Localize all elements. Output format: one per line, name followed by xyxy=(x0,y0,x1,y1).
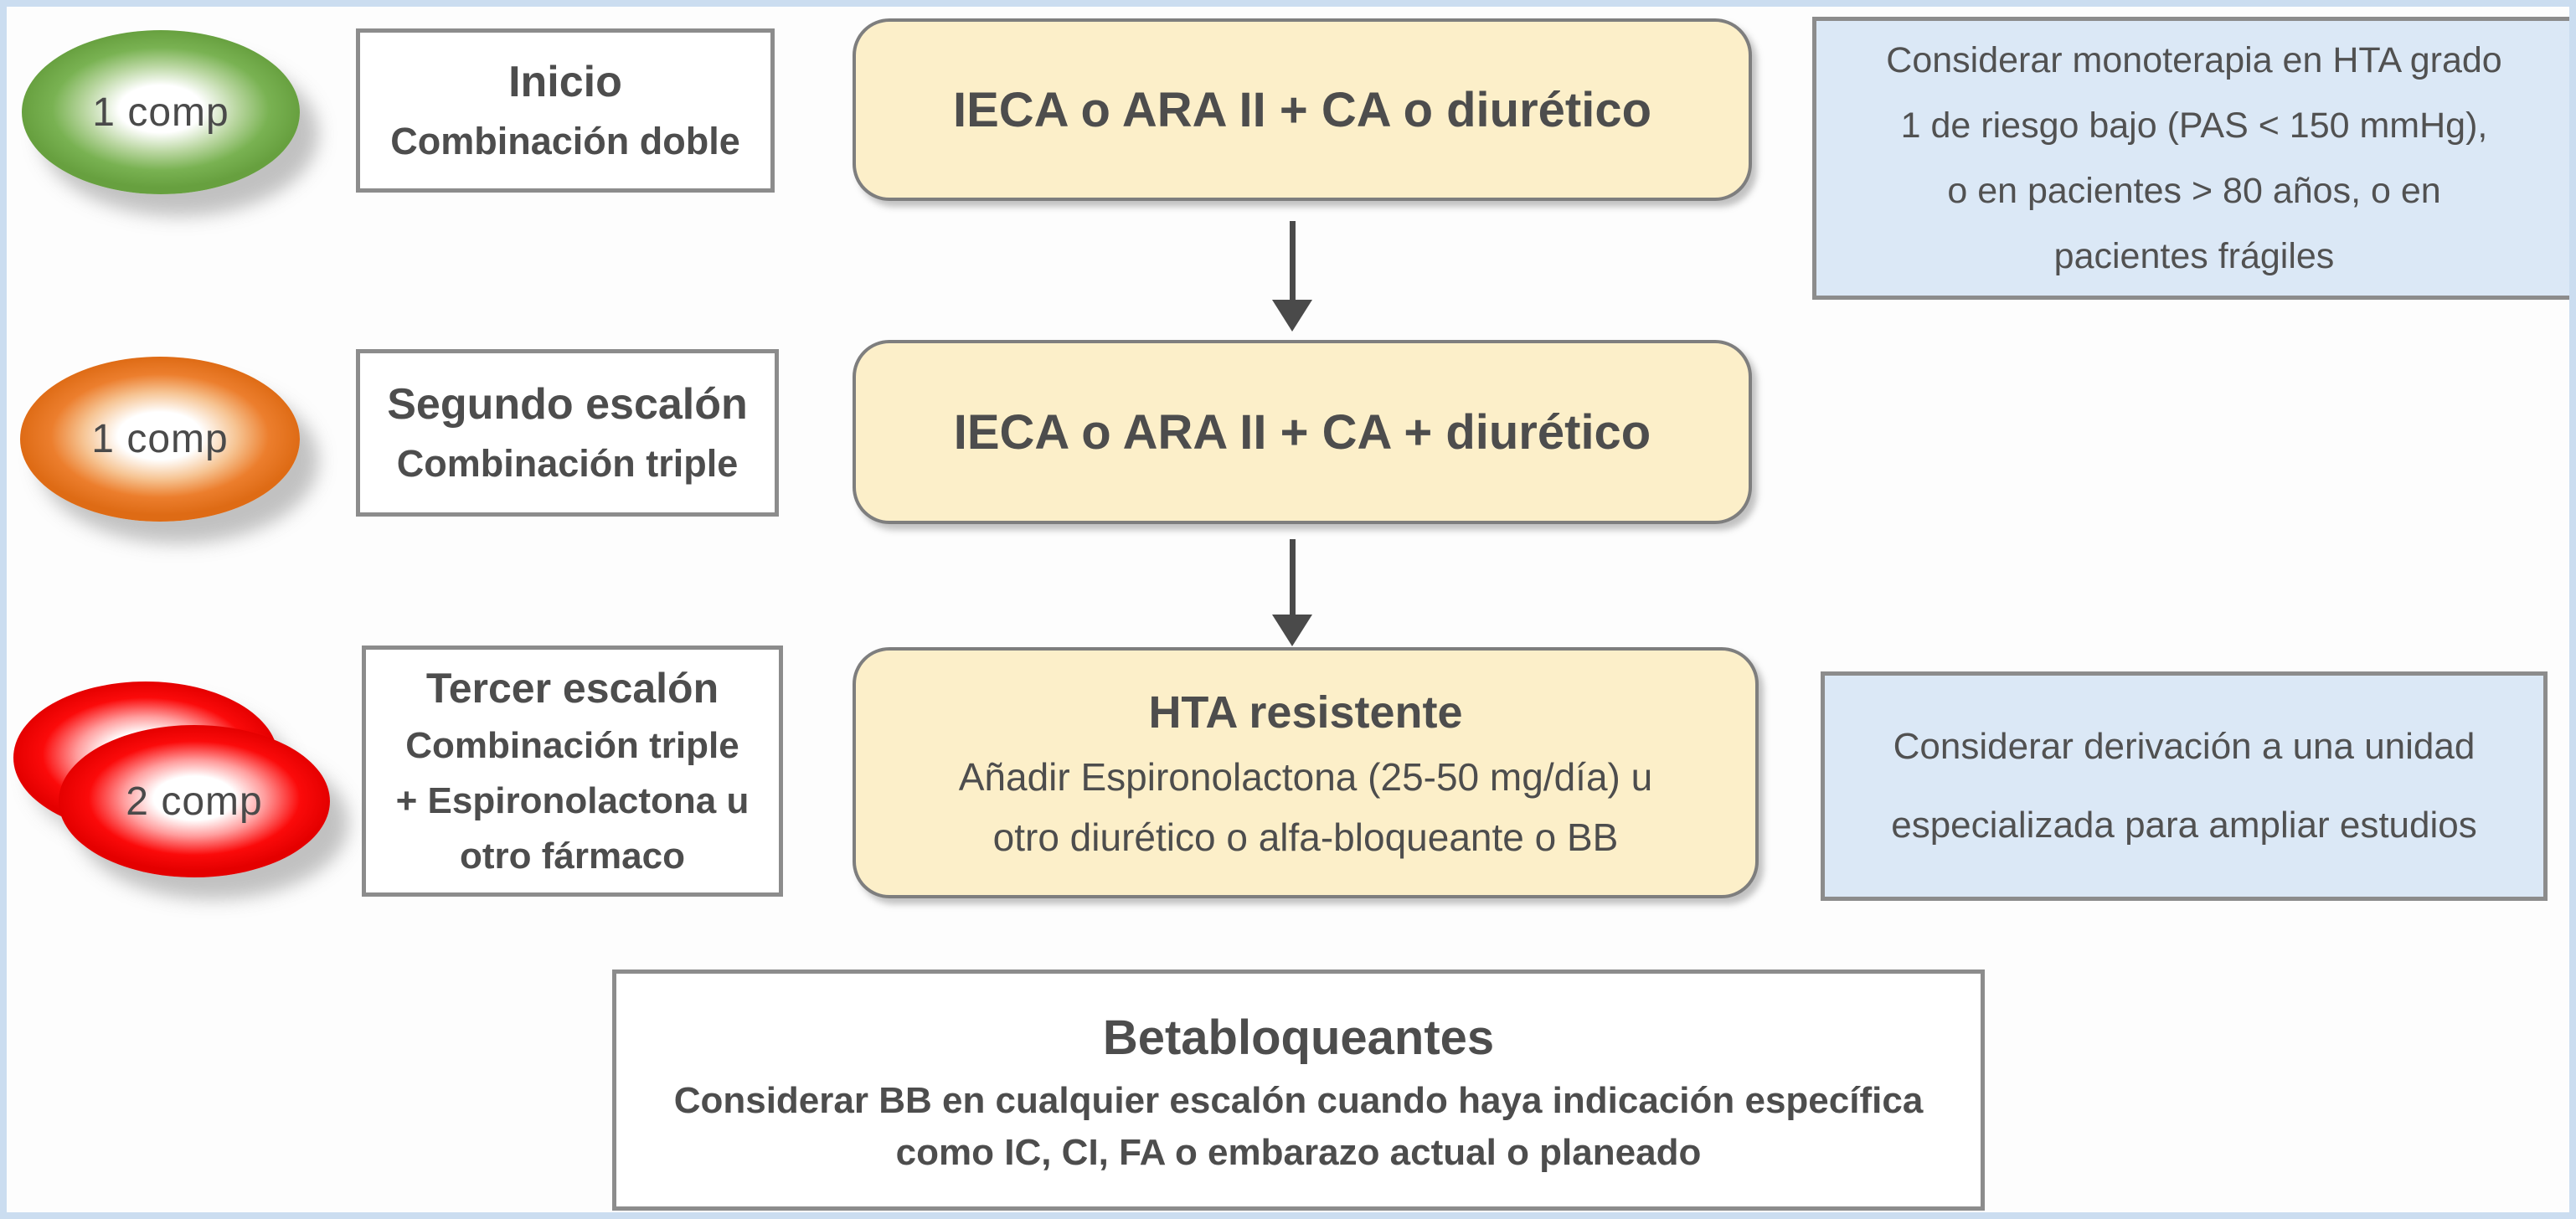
step1-stage-title: Inicio xyxy=(508,58,622,106)
step3-treatment-line: Añadir Espironolactona (25-50 mg/día) u xyxy=(958,755,1653,799)
step2-stage-title: Segundo escalón xyxy=(387,380,748,429)
note-referral-line: especializada para ampliar estudios xyxy=(1891,805,2477,846)
arrow-head-icon xyxy=(1272,615,1312,646)
arrow-line xyxy=(1290,221,1296,300)
note-monotherapy-line: Considerar monoterapia en HTA grado xyxy=(1886,40,2502,80)
arrow-down-icon-1 xyxy=(1272,221,1312,332)
step3-stage-line: otro fármaco xyxy=(460,836,685,877)
betablockers-title: Betabloqueantes xyxy=(1102,1011,1495,1065)
note-monotherapy-line: pacientes frágiles xyxy=(2053,236,2335,276)
step2-stage-subtitle: Combinación triple xyxy=(396,442,739,485)
step1-treatment-box xyxy=(853,18,1752,201)
arrow-line xyxy=(1290,539,1296,615)
step2-treatment-text: IECA o ARA II + CA + diurético xyxy=(953,404,1651,460)
step3-treatment-title: HTA resistente xyxy=(1148,687,1463,738)
step2-pill-label: 1 comp xyxy=(91,417,229,461)
note-referral-line: Considerar derivación a una unidad xyxy=(1893,726,2476,767)
betablockers-box xyxy=(612,970,1985,1211)
step3-stage-line: + Espironolactona u xyxy=(395,780,750,821)
arrow-head-icon xyxy=(1272,300,1312,332)
step1-treatment-text: IECA o ARA II + CA o diurético xyxy=(952,82,1652,137)
note-monotherapy-line: o en pacientes > 80 años, o en xyxy=(1947,171,2441,211)
step2-treatment-box xyxy=(853,340,1752,524)
arrow-down-icon-2 xyxy=(1272,539,1312,646)
note-monotherapy-box xyxy=(1812,17,2576,300)
step3-pill-label: 2 comp xyxy=(126,779,263,824)
step3-treatment-box xyxy=(853,647,1759,898)
step2-pill-icon xyxy=(20,357,300,522)
betablockers-line: como IC, CI, FA o embarazo actual o planeado xyxy=(895,1132,1702,1173)
step1-stage-subtitle: Combinación doble xyxy=(390,120,740,162)
step3-stage-box xyxy=(362,646,783,897)
step3-stage-title: Tercer escalón xyxy=(425,665,719,712)
note-referral-box xyxy=(1821,671,2548,901)
step2-stage-box xyxy=(356,349,779,517)
step3-treatment-line: otro diurético o alfa-bloqueante o BB xyxy=(992,815,1619,859)
betablockers-line: Considerar BB en cualquier escalón cuando haya indicación específica xyxy=(673,1080,1924,1121)
step3-stage-line: Combinación triple xyxy=(405,725,739,766)
step3-pill-front-icon xyxy=(59,725,330,877)
step1-stage-box xyxy=(356,28,775,193)
note-monotherapy-line: 1 de riesgo bajo (PAS < 150 mmHg), xyxy=(1900,105,2488,146)
step1-pill-icon xyxy=(22,30,300,194)
step1-pill-label: 1 comp xyxy=(92,90,229,135)
